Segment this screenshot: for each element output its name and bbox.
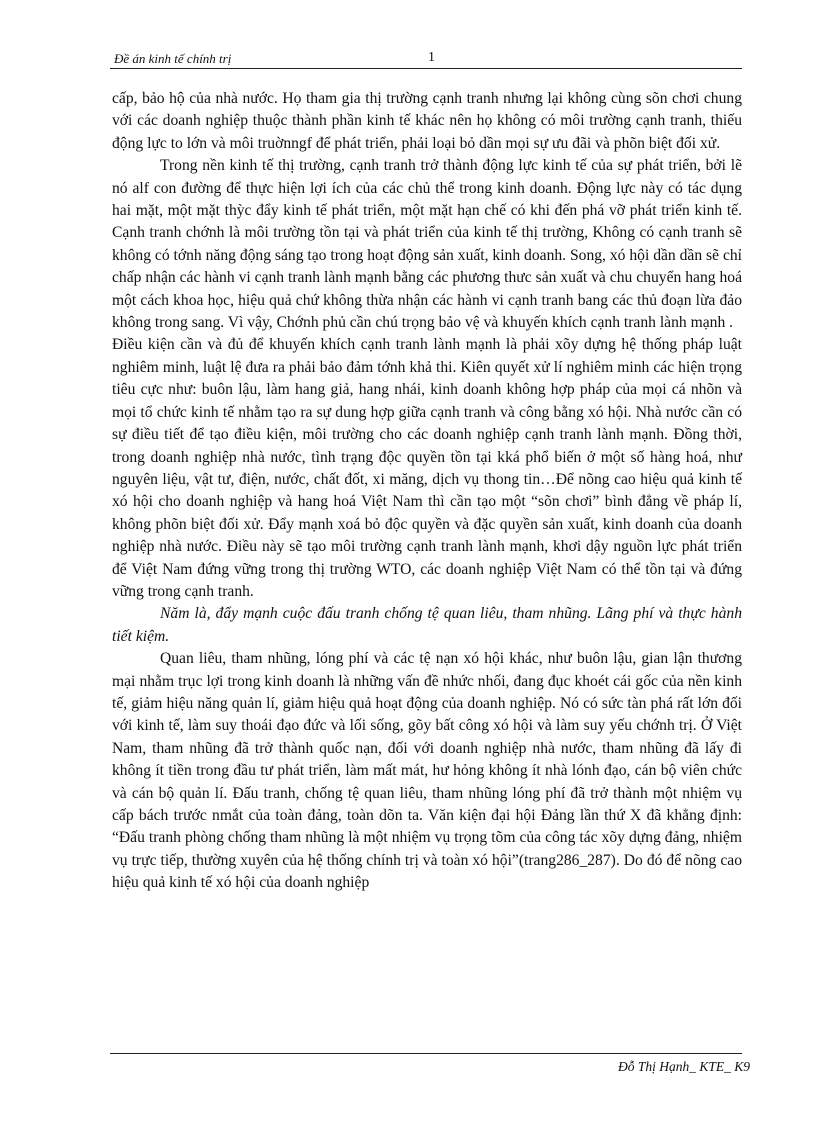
section-heading-fifth: Năm là, đẩy mạnh cuộc đấu tranh chống tệ quan liêu, tham nhũng. Lãng phí và thực hành tiết kiệm.	[112, 605, 742, 645]
page-number: 1	[428, 50, 435, 65]
paragraph-competition: Trong nền kinh tế thị trường, cạnh tranh trở thành động lực kinh tế của sự phát triển, bởi lẽ nó alf con đường để thực hiện lợi ích của các chủ thể trong kinh doanh. Động lực này có tác dụng hai mặt, một mặt thỳc đẩy kinh tế phát triển, một mặt hạn chế có khi đến phá vỡ phát triển kinh tế. Cạnh tranh chớnh là môi trường tồn tại và phát triển của kinh tế thị trường, Không có cạnh tranh sẽ không có tớnh năng động sáng tạo trong hoạt động sản xuất, kinh doanh. Song, xó hội dần dần sẽ chỉ chấp nhận các hành vi cạnh tranh lành mạnh bằng các phương thưc sản xuất và chu chuyển hang hoá một cách khoa học, hiệu quả chứ không thừa nhận các hành vi cạnh tranh bang các thủ đoạn lừa đảo không trong sang. Vì vậy, Chớnh phủ cần chú trọng bảo vệ và khuyến khích cạnh tranh lành mạnh .	[112, 157, 742, 332]
paragraph-conditions: Điều kiện cần và đủ để khuyến khích cạnh tranh lành mạnh là phải xõy dựng hệ thống pháp luật nghiêm minh, luật lệ đưa ra phải bảo đảm tớnh khả thi. Kiên quyết xử lí nghiêm minh các hiện trọng tiêu cực như: buôn lậu, làm hang giả, hang nhái, kinh doanh không hợp pháp của mọi cá nhõn và mọi tổ chức kinh tế nhằm tạo ra sự dung hợp giữa cạnh tranh và công bằng xó hội. Nhà nước cần có sự điều tiết để tạo điều kiện, môi trường cho các doanh nghiệp cạnh tranh lành mạnh. Đồng thời, trong doanh nghiệp nhà nước, tình trạng độc quyền tồn tại kká phổ biến ở một số hàng hoá, như nguyên liệu, vật tư, điện, nước, chất đốt, xi măng, dịch vụ thong tin…Để nõng cao hiệu quả kinh tế xó hội cho doanh nghiệp và hang hoá Việt Nam thì cần tạo một “sõn chơi” bình đẳng về pháp lí, không phõn biệt đối xử. Đẩy mạnh xoá bỏ độc quyền và đặc quyền sản xuất, kinh doanh của doanh nghiệp nhà nước. Điều này sẽ tạo môi trường cạnh tranh lành mạnh, khơi dậy nguồn lực phát triển để Việt Nam đứng vững trong thị trường WTO, các doanh nghiệp Việt Nam có thể tồn tại và đứng vững trong cạnh tranh.	[112, 336, 742, 600]
header-title: Đề án kinh tế chính trị	[114, 51, 232, 66]
page-header	[110, 50, 742, 69]
paragraph-continuation: cấp, bảo hộ của nhà nước. Họ tham gia thị trường cạnh tranh nhưng lại không cùng sõn chơi chung với các doanh nghiệp thuộc thành phần kinh tế khác nên họ không có môi trường cạnh tranh, thiếu động lực to lớn và môi truờnngf để phát triển, phải loại bỏ dần mọi sự ưu đãi và phõn biệt đối xử.	[112, 90, 742, 152]
body-text	[112, 88, 742, 895]
paragraph-corruption: Quan liêu, tham nhũng, lóng phí và các tệ nạn xó hội khác, như buôn lậu, gian lận thương mại nhằm trục lợi trong kinh doanh là những vấn đề nhức nhối, đang đục khoét cái gốc của nền kinh tế, giảm hiệu năng quản lí, giảm hiệu quả hoạt động của doanh nghiệp. Nó có sức tàn phá rất lớn đối với kinh tế, làm suy thoái đạo đức và lối sống, gõy bất công xó hội và làm suy yếu chớnh trị. Ở Việt Nam, tham nhũng đã trở thành quốc nạn, đối với doanh nghiệp nhà nước, tham nhũng đã lấy đi không ít tiền trong đầu tư phát triển, làm mất mát, hư hỏng không ít nhà lónh đạo, cán bộ viên chức và cán bộ quản lí. Đấu tranh, chống tệ quan liêu, tham nhũng lóng phí đã trở thành một nhiệm vụ cấp bách trước nmắt của toàn đảng, toàn dõn ta. Văn kiện đại hội Đảng lần thứ X đã khẳng định: “Đấu tranh phòng chống tham nhũng là một nhiệm vụ trọng tõm của công tác xõy dựng đảng, nhiệm vụ trực tiếp, thường xuyên của hệ thống chính trị và toàn xó hội”(trang286_287). Do đó để nõng cao hiệu quả kinh tế xó hội của doanh nghiệp	[112, 650, 742, 892]
footer-divider	[110, 1053, 742, 1054]
footer-author: Đỗ Thị Hạnh_ KTE_ K9	[617, 1059, 750, 1074]
